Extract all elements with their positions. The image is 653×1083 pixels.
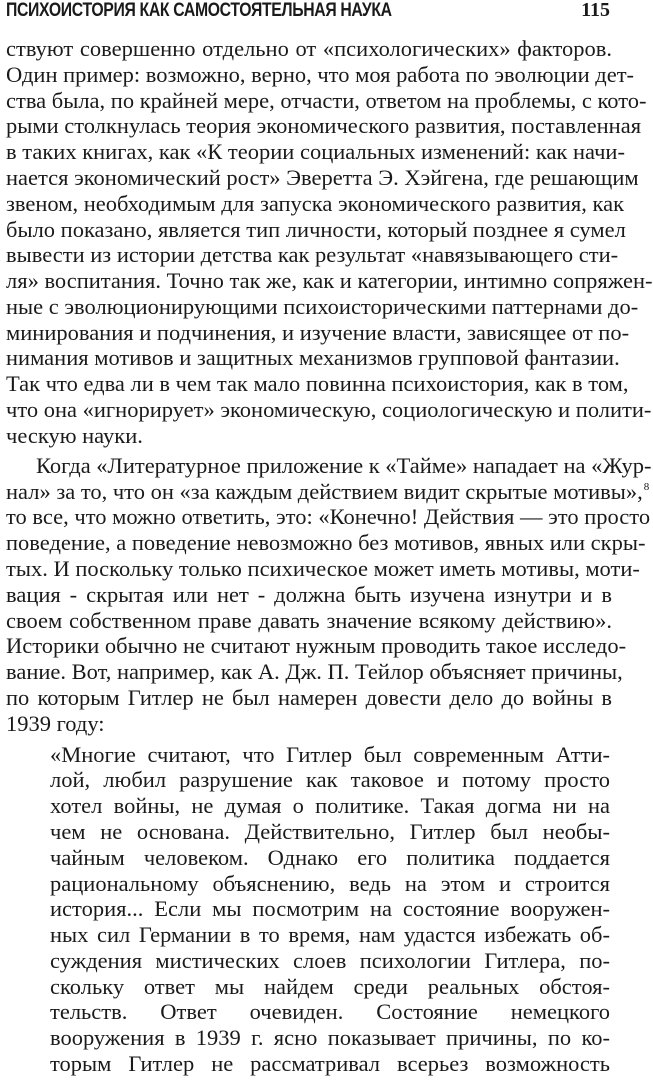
- page-number: 115: [581, 0, 610, 21]
- text-line: нал» за то, что он «за каждым действием видит скрытые мотивы»,: [6, 478, 643, 504]
- quote-line: «Многие считают, что Гитлер был современным Атти-: [50, 741, 610, 767]
- text-line: то все, что можно ответить, это: «Конечно! Действия — это просто: [6, 504, 651, 530]
- text-line: рыми столкнулась теория экономического развития, поставленная: [6, 113, 642, 139]
- quote-line: история... Если мы посмотрим на состояние вооружен-: [50, 896, 610, 922]
- quote-line: чем не основана. Действительно, Гитлер был необы-: [50, 818, 610, 844]
- quote-line: рациональному объяснению, ведь на этом и строится: [50, 870, 610, 896]
- quote-line: ных сил Германии в то время, нам удастся избежать об-: [50, 922, 610, 948]
- text-line: вывести из истории детства как результат «навязывающего сти-: [6, 242, 619, 268]
- text-line: ческую науки.: [6, 422, 143, 448]
- text-line: в таких книгах, как «К теории социальных изменений: как начи-: [6, 139, 625, 165]
- quote-line: лой, любил разрушение как таковое и потому просто: [50, 767, 610, 793]
- text-line: Историки обычно не считают нужным проводить такое исследо-: [6, 633, 627, 659]
- footnote-marker: 8: [643, 481, 650, 494]
- text-line: своем собственном праве давать значение всякому действию».: [6, 607, 612, 633]
- text-line: тых. И поскольку только психическое может иметь мотивы, моти-: [6, 556, 640, 581]
- text-line: нимания мотивов и защитных механизмов групповой фантазии.: [6, 345, 620, 371]
- text-line: минирования и подчинения, и изучение власти, зависящее от по-: [6, 319, 630, 345]
- quote-line: чайным человеком. Однако его политика поддается: [50, 844, 610, 870]
- quote-line: скольку ответ мы найдем среди реальных обстоя-: [50, 973, 610, 999]
- text-line: ства была, по крайней мере, отчасти, ответом на проблемы, с кото-: [6, 87, 647, 113]
- quote-line: торым Гитлер не рассматривал всерьез возможность: [50, 1051, 610, 1076]
- paragraph-first-line: Когда «Литературное приложение к «Тайме» нападает на «Жур-: [36, 452, 652, 478]
- text-line: ля» воспитания. Точно так же, как и категории, интимно сопряжен-: [6, 268, 653, 294]
- text-line: Один пример: возможно, верно, что моя работа по эволюции дет-: [6, 61, 635, 87]
- text-line: Так что едва ли в чем так мало повинна психоистория, как в том,: [6, 371, 629, 397]
- quote-line: суждения мистических слоев психологии Гитлера, по-: [50, 947, 610, 973]
- text-line: что она «игнорирует» экономическую, социологическую и полити-: [6, 397, 652, 422]
- text-line: вание. Вот, например, как А. Дж. П. Тейлор объясняет причины,: [6, 659, 623, 685]
- quote-line: вооружения в 1939 г. ясно показывает причины, по ко-: [50, 1025, 610, 1051]
- quote-line: хотел войны, не думая о политике. Такая догма ни на: [50, 793, 610, 819]
- text-line: поведение, а поведение невозможно без мотивов, явных или скры-: [6, 530, 646, 556]
- text-line: было показано, является тип личности, который позднее я сумел: [6, 216, 626, 242]
- text-line: ствуют совершенно отдельно от «психологических» факторов.: [6, 36, 612, 61]
- text-line: по которым Гитлер не был намерен довести дело до войны в: [6, 684, 612, 710]
- quote-line: тельств. Ответ очевиден. Состояние немецкого: [50, 999, 610, 1025]
- running-title: ПСИХОИСТОРИЯ КАК САМОСТОЯТЕЛЬНАЯ НАУКА: [6, 0, 392, 21]
- text-line: вация - скрытая или нет - должна быть изучена изнутри и в: [6, 581, 612, 607]
- text-line: нается экономический рост» Эверетта Э. Хэйгена, где решающим: [6, 164, 639, 190]
- text-line: 1939 году:: [6, 710, 105, 736]
- text-line: ные с эволюционирующими психоисторическими паттернами до-: [6, 293, 639, 319]
- running-head: [6, 0, 610, 26]
- text-line: звеном, необходимым для запуска экономического развития, как: [6, 190, 625, 216]
